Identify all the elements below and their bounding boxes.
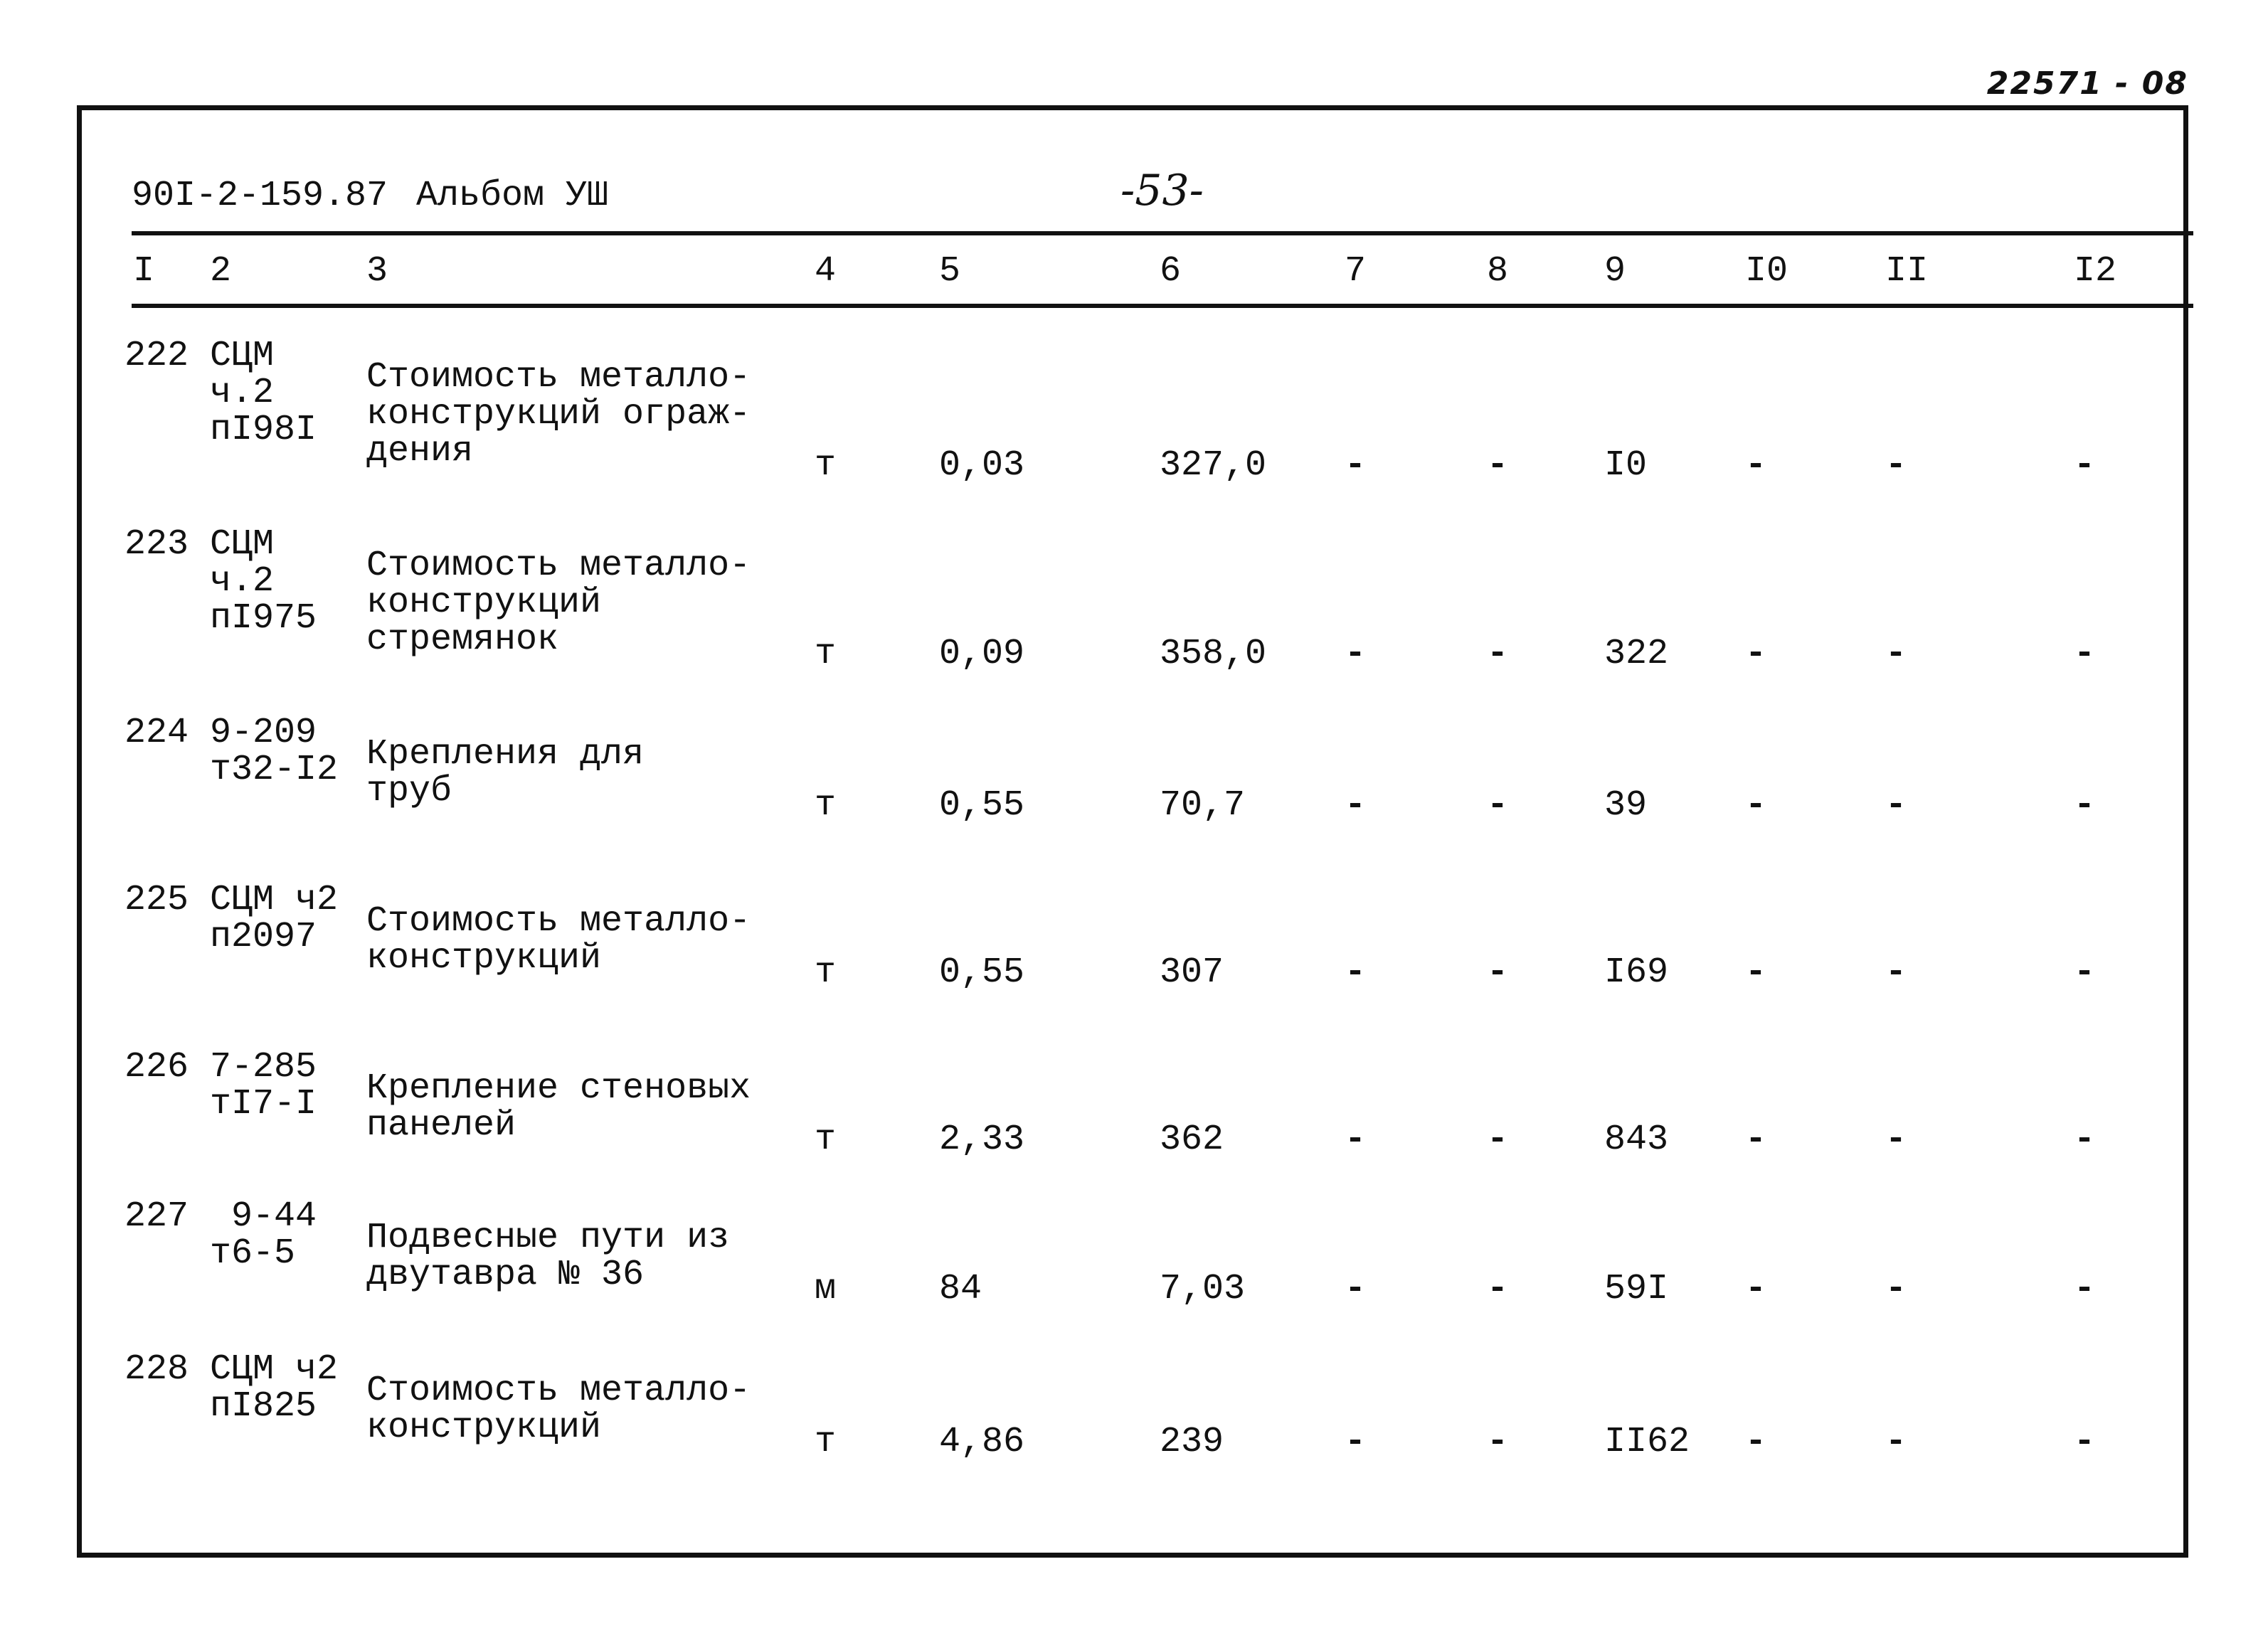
row-description-line: Крепление стеновых (366, 1068, 751, 1109)
row-description-line: двутавра № 36 (366, 1255, 645, 1295)
row-col-11: - (1885, 785, 1907, 826)
column-header-10: I0 (1745, 251, 1789, 292)
row-quantity: 84 (939, 1269, 982, 1309)
row-quantity: 4,86 (939, 1422, 1025, 1462)
row-col-12: - (2074, 1269, 2096, 1309)
row-col-8: - (1487, 1269, 1509, 1309)
row-col-11: - (1885, 1269, 1907, 1309)
row-quantity: 0,03 (939, 445, 1025, 486)
row-number: 227 (124, 1196, 189, 1237)
row-col-9: 322 (1604, 634, 1669, 674)
row-description (366, 736, 644, 810)
row-unit: т (815, 1120, 837, 1160)
header-divider (132, 231, 2193, 235)
row-col-11: - (1885, 1422, 1907, 1462)
row-description-line: дения (366, 431, 474, 472)
row-description (366, 1220, 729, 1294)
row-price: 327,0 (1160, 445, 1267, 486)
row-price: 307 (1160, 952, 1224, 993)
row-description-line: конструкций (366, 1408, 602, 1448)
row-col-10: - (1745, 952, 1767, 993)
row-col-10: - (1745, 634, 1767, 674)
row-reference (210, 1198, 317, 1272)
row-col-9: II62 (1604, 1422, 1690, 1462)
row-description-line: конструкций (366, 583, 602, 623)
row-col-10: - (1745, 1120, 1767, 1160)
row-col-9: I69 (1604, 952, 1669, 993)
row-unit: т (815, 1422, 837, 1462)
row-reference-line: пI825 (210, 1386, 317, 1427)
row-unit: т (815, 785, 837, 826)
row-col-7: - (1345, 445, 1367, 486)
row-description-line: Стоимость металло- (366, 357, 751, 398)
row-description (366, 548, 751, 659)
row-col-10: - (1745, 1269, 1767, 1309)
column-header-3: 3 (366, 251, 388, 292)
row-reference (210, 715, 338, 789)
row-description (366, 1373, 751, 1447)
row-col-7: - (1345, 1269, 1367, 1309)
page-number: -53- (1120, 166, 1204, 216)
sheet-header (132, 147, 2180, 233)
row-description (366, 359, 751, 470)
row-col-11: - (1885, 634, 1907, 674)
row-col-8: - (1487, 785, 1509, 826)
row-col-7: - (1345, 634, 1367, 674)
row-unit: т (815, 445, 837, 486)
row-reference-line: 9-209 (210, 713, 317, 753)
row-quantity: 0,55 (939, 785, 1025, 826)
row-reference (210, 338, 317, 449)
row-description-line: конструкций (366, 938, 602, 979)
row-reference-line: ч.2 (210, 561, 275, 602)
row-reference (210, 526, 317, 637)
column-header-11: II (1885, 251, 1929, 292)
column-header-1: I (133, 251, 155, 292)
row-reference (210, 1049, 317, 1123)
row-col-12: - (2074, 1120, 2096, 1160)
row-reference (210, 1351, 338, 1425)
document-code: 90I-2-159.87 (132, 176, 388, 216)
row-col-12: - (2074, 445, 2096, 486)
row-col-12: - (2074, 952, 2096, 993)
row-col-10: - (1745, 785, 1767, 826)
row-col-9: I0 (1604, 445, 1648, 486)
column-header-5: 5 (939, 251, 961, 292)
row-col-8: - (1487, 1422, 1509, 1462)
row-col-11: - (1885, 952, 1907, 993)
column-header-8: 8 (1487, 251, 1509, 292)
row-unit: м (815, 1269, 837, 1309)
row-col-9: 59I (1604, 1269, 1669, 1309)
row-reference-line: СЦМ ч2 (210, 880, 339, 920)
row-col-7: - (1345, 1422, 1367, 1462)
row-description-line: панелей (366, 1105, 516, 1146)
row-col-11: - (1885, 445, 1907, 486)
row-number: 223 (124, 524, 189, 565)
row-unit: т (815, 634, 837, 674)
row-reference-line: т6-5 (210, 1233, 296, 1274)
document-reference-number: 22571 - 08 (1986, 65, 2188, 102)
column-header-divider (132, 304, 2193, 308)
row-quantity: 0,09 (939, 634, 1025, 674)
row-col-7: - (1345, 785, 1367, 826)
row-reference-line: ч.2 (210, 373, 275, 413)
row-price: 362 (1160, 1120, 1224, 1160)
row-description (366, 1070, 751, 1144)
row-description-line: труб (366, 771, 452, 812)
row-price: 70,7 (1160, 785, 1246, 826)
row-col-9: 843 (1604, 1120, 1669, 1160)
row-quantity: 2,33 (939, 1120, 1025, 1160)
row-description-line: Стоимость металло- (366, 546, 751, 586)
row-col-12: - (2074, 634, 2096, 674)
column-header-9: 9 (1604, 251, 1626, 292)
row-reference-line: СЦМ (210, 336, 275, 376)
column-header-4: 4 (815, 251, 837, 292)
album-title: Альбом УШ (416, 176, 609, 216)
row-col-8: - (1487, 445, 1509, 486)
row-price: 239 (1160, 1422, 1224, 1462)
row-reference-line: п2097 (210, 917, 317, 957)
row-description-line: стремянок (366, 619, 559, 660)
row-number: 226 (124, 1047, 189, 1087)
row-price: 7,03 (1160, 1269, 1246, 1309)
row-description (366, 903, 751, 977)
column-header-7: 7 (1345, 251, 1367, 292)
row-reference-line: т32-I2 (210, 750, 339, 790)
row-reference-line: 9-44 (210, 1196, 317, 1237)
row-unit: т (815, 952, 837, 993)
row-col-10: - (1745, 445, 1767, 486)
row-price: 358,0 (1160, 634, 1267, 674)
row-number: 224 (124, 713, 189, 753)
row-col-9: 39 (1604, 785, 1648, 826)
row-number: 225 (124, 880, 189, 920)
row-reference-line: СЦМ (210, 524, 275, 565)
row-col-12: - (2074, 1422, 2096, 1462)
row-col-7: - (1345, 952, 1367, 993)
row-col-10: - (1745, 1422, 1767, 1462)
row-description-line: Стоимость металло- (366, 901, 751, 942)
row-reference-line: 7-285 (210, 1047, 317, 1087)
row-number: 228 (124, 1349, 189, 1390)
table-sheet (77, 105, 2188, 1558)
row-reference-line: СЦМ ч2 (210, 1349, 339, 1390)
row-col-8: - (1487, 1120, 1509, 1160)
row-col-8: - (1487, 952, 1509, 993)
column-header-2: 2 (210, 251, 232, 292)
row-reference (210, 882, 338, 956)
row-description-line: Стоимость металло- (366, 1371, 751, 1411)
row-description-line: Подвесные пути из (366, 1218, 730, 1258)
row-col-12: - (2074, 785, 2096, 826)
row-reference-line: тI7-I (210, 1084, 317, 1124)
row-col-8: - (1487, 634, 1509, 674)
row-reference-line: пI975 (210, 598, 317, 639)
row-description-line: Крепления для (366, 734, 645, 775)
column-header-12: I2 (2074, 251, 2117, 292)
row-description-line: конструкций ограж- (366, 394, 751, 435)
row-number: 222 (124, 336, 189, 376)
row-quantity: 0,55 (939, 952, 1025, 993)
column-header-6: 6 (1160, 251, 1182, 292)
row-reference-line: пI98I (210, 410, 317, 450)
row-col-11: - (1885, 1120, 1907, 1160)
row-col-7: - (1345, 1120, 1367, 1160)
